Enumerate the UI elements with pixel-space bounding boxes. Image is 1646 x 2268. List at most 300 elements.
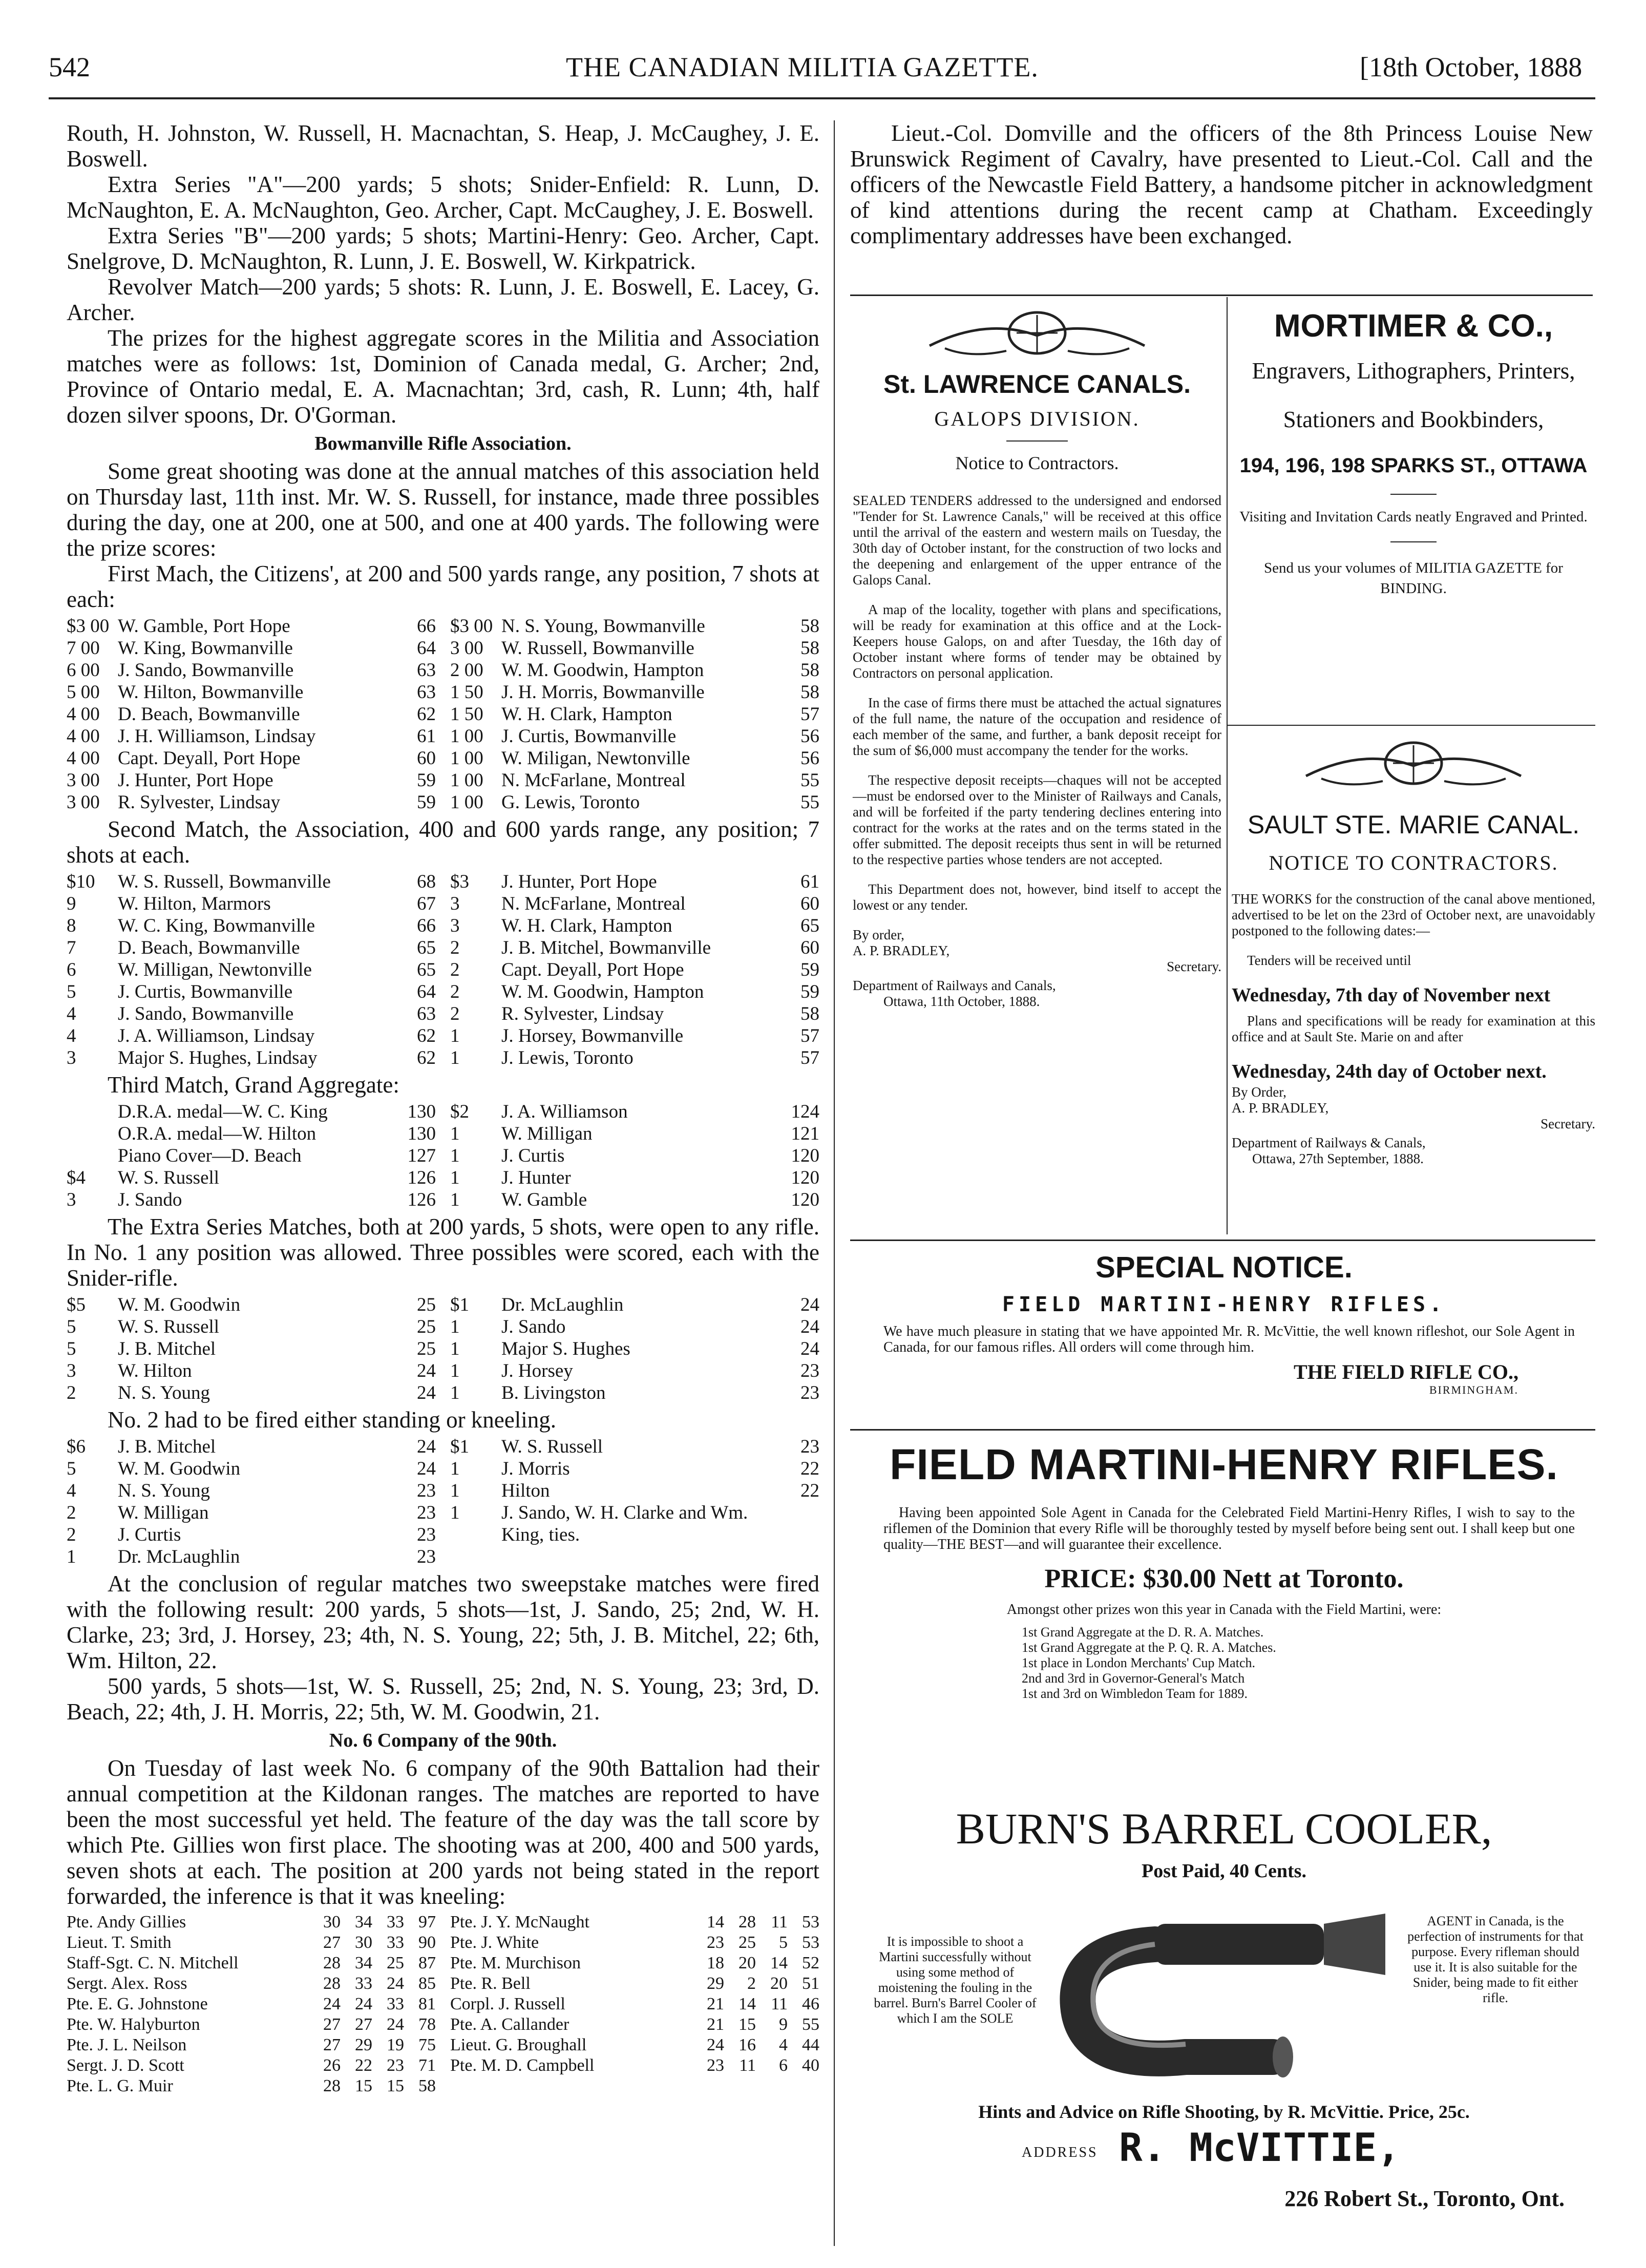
ad-title: BURN'S BARREL COOLER, [956, 1804, 1492, 1853]
table-row [450, 703, 819, 725]
prize-amount: 1 [450, 1047, 460, 1068]
canal-ad-sault [1232, 738, 1595, 1167]
prize-amount: 3 [67, 1360, 76, 1381]
competitor-name: Pte. M. Murchison [450, 1954, 581, 1972]
score: 29 [355, 2035, 372, 2054]
ad-body: AGENT in Canada, is the perfection of instruments for that purpose. Every rifleman should use it. It is also suitable for the Snider, being made to fit either rifle. [1407, 1914, 1584, 2005]
ad-dated: Ottawa, 11th October, 1888. [883, 994, 1040, 1009]
prize-amount: 2 [450, 1003, 460, 1024]
score: 59 [800, 959, 819, 980]
score: 30 [323, 1913, 341, 1931]
score: 63 [417, 682, 436, 703]
score: 61 [417, 726, 436, 747]
table-row [67, 1167, 436, 1189]
table-row [450, 1360, 819, 1382]
table-row [450, 1316, 819, 1338]
score: 90 [418, 1933, 436, 1952]
table-row [67, 1546, 436, 1568]
table-row [67, 2055, 436, 2076]
field-martini-ad [853, 1439, 1595, 1702]
ad-note: Visiting and Invitation Cards neatly Engraved and Printed. [1239, 509, 1588, 525]
table-row [67, 1047, 436, 1069]
score: 24 [800, 1294, 819, 1315]
table-row [67, 1123, 436, 1145]
competitor-name: J. Morris [501, 1458, 570, 1479]
prize-amount: 6 00 [67, 660, 100, 681]
score [783, 1524, 819, 1546]
competitor-name: J. Hunter, Port Hope [501, 871, 657, 892]
score: 130 [407, 1123, 436, 1144]
competitor-name: D.R.A. medal—W. C. King [118, 1101, 328, 1122]
prize-amount: 2 [450, 959, 460, 980]
prize-amount: 4 00 [67, 726, 100, 747]
competitor-name: W. M. Goodwin, Hampton [501, 981, 704, 1002]
competitor-name: Dr. McLaughlin [118, 1546, 240, 1567]
competitor-name: J. Curtis, Bowmanville [118, 981, 293, 1002]
table-row [450, 1502, 819, 1524]
prize-amount: 1 50 [450, 682, 483, 703]
prize-amount: 2 [450, 937, 460, 958]
competitor-name: J. Sando, Bowmanville [118, 1003, 294, 1024]
table-row [67, 1458, 436, 1480]
competitor-name: J. Lewis, Toronto [501, 1047, 634, 1068]
competitor-name: J. Curtis, Bowmanville [501, 726, 677, 747]
prize-item: 1st Grand Aggregate at the D. R. A. Matches. [1022, 1625, 1264, 1640]
prize-amount: 1 [450, 1167, 460, 1188]
competitor-name: Pte. E. G. Johnstone [67, 1994, 208, 2013]
competitor-name: J. Horsey, Bowmanville [501, 1025, 684, 1046]
score: 28 [323, 1974, 341, 1993]
table-row [67, 2035, 436, 2055]
prize-amount: $2 [450, 1101, 469, 1122]
table-row [450, 2055, 819, 2076]
score: 23 [417, 1502, 436, 1523]
competitor-name: Piano Cover—D. Beach [118, 1145, 302, 1166]
table-row [67, 1480, 436, 1502]
score [756, 2076, 788, 2096]
score: 46 [802, 1994, 819, 2013]
competitor-name: J. Sando [501, 1316, 566, 1337]
score: 24 [323, 1994, 341, 2013]
prize-item: 1st place in London Merchants' Cup Match. [1022, 1655, 1255, 1670]
competitor-name: Pte. J. Y. McNaught [450, 1913, 589, 1931]
score: 62 [417, 1025, 436, 1046]
competitor-name: J. A. Williamson, Lindsay [118, 1025, 315, 1046]
competitor-name: W. S. Russell [118, 1167, 220, 1188]
score: 23 [417, 1524, 436, 1545]
score: 61 [800, 871, 819, 892]
prize-amount: 7 [67, 937, 76, 958]
table-row [67, 981, 436, 1003]
table-row [450, 725, 819, 747]
competitor-name: W. Miligan, Newtonville [501, 748, 690, 769]
ad-notice: Notice to Contractors. [955, 453, 1119, 473]
score: 56 [800, 748, 819, 769]
score: 27 [323, 2015, 341, 2034]
score: 23 [417, 1546, 436, 1567]
ad-rule [850, 1240, 1595, 1241]
table-row [450, 1953, 819, 1973]
competitor-name: Capt. Deyall, Port Hope [118, 748, 301, 769]
table-row [67, 1189, 436, 1211]
ad-rule [1227, 725, 1595, 726]
prize-amount: 3 00 [450, 638, 483, 659]
competitor-name: N. McFarlane, Montreal [501, 893, 686, 914]
score: 127 [407, 1145, 436, 1166]
score: 52 [802, 1954, 819, 1972]
score: 23 [417, 1480, 436, 1501]
prize-amount: $1 [450, 1294, 469, 1315]
paragraph: 500 yards, 5 shots—1st, W. S. Russell, 25; 2nd, N. S. Young, 23; 3rd, D. Beach, 22; 4th, J. H. Morris, 22; 5th, W. M. Goodwin, 21. [67, 1673, 819, 1725]
table-row [67, 1502, 436, 1524]
score: 59 [417, 792, 436, 813]
score: 24 [417, 1382, 436, 1403]
ad-title: MORTIMER & CO., [1274, 308, 1553, 344]
paragraph: Some great shooting was done at the annual matches of this association held on Thursday last, 11th inst. Mr. W. S. Russell, for instance, made three possibles during the day, one at 200, one at 500, and one at 400 yards. The following were the prize scores: [67, 458, 819, 561]
paragraph: Revolver Match—200 yards; 5 shots: R. Lunn, J. E. Boswell, E. Lacey, G. Archer. [67, 274, 819, 325]
score: 130 [407, 1101, 436, 1122]
table-row [67, 2076, 436, 2096]
paragraph: At the conclusion of regular matches two sweepstake matches were fired with the following result: 200 yards, 5 shots—1st, J. Sando, 25; 2nd, W. H. Clarke, 23; 3rd, J. Horsey, 23; 4th, N. S. Young, 22; 5th, J. B. Mitchel, 22; 6th, Wm. Hilton, 22. [67, 1571, 819, 1673]
table-row [450, 959, 819, 981]
competitor-name: Pte. L. G. Muir [67, 2076, 173, 2095]
table-row [67, 1101, 436, 1123]
prize-amount: 3 [450, 893, 460, 914]
table-row [450, 1189, 819, 1211]
competitor-name: J. Hunter, Port Hope [118, 770, 273, 791]
table-row [67, 659, 436, 681]
table-row [450, 1994, 819, 2014]
table-row [450, 1145, 819, 1167]
table-row [67, 1524, 436, 1546]
paragraph: Routh, H. Johnston, W. Russell, H. Macnachtan, S. Heap, J. McCaughey, J. E. Boswell. [67, 120, 819, 172]
table-row [450, 1101, 819, 1123]
competitor-name: W. C. King, Bowmanville [118, 915, 315, 936]
prize-amount: $3 [450, 871, 469, 892]
score: 24 [800, 1338, 819, 1359]
prize-table [67, 1436, 819, 1568]
score: 11 [771, 1994, 788, 2013]
score: 65 [417, 937, 436, 958]
competitor-name: N. S. Young, Bowmanville [501, 616, 705, 637]
competitor-name: J. A. Williamson [501, 1101, 628, 1122]
table-row [67, 637, 436, 659]
prize-amount: 1 00 [450, 726, 483, 747]
table-row [67, 1436, 436, 1458]
competitor-name: King, ties. [501, 1524, 580, 1545]
score: 78 [418, 2015, 436, 2034]
score: 25 [417, 1338, 436, 1359]
prize-amount: 4 [67, 1025, 76, 1046]
prize-amount: 4 [67, 1003, 76, 1024]
table-row [67, 1933, 436, 1953]
ad-hints: Hints and Advice on Rifle Shooting, by R. McVittie. Price, 25c. [978, 2102, 1470, 2122]
competitor-name: Sergt. Alex. Ross [67, 1974, 187, 1993]
score: 58 [418, 2076, 436, 2095]
score: 63 [417, 660, 436, 681]
ad-city: BIRMINGHAM. [1429, 1383, 1518, 1396]
left-column [67, 120, 819, 2099]
competitor-name: J. Horsey [501, 1360, 573, 1381]
prize-amount: $6 [67, 1436, 86, 1457]
score: 24 [387, 2015, 404, 2034]
prize-amount: 1 [450, 1338, 460, 1359]
competitor-name: W. H. Clark, Hampton [501, 704, 672, 725]
ad-date: Wednesday, 24th day of October next. [1232, 1061, 1547, 1082]
table-row [67, 871, 436, 893]
competitor-name: Pte. A. Callander [450, 2015, 569, 2034]
ad-by-order: By order, [853, 927, 904, 942]
score: 23 [800, 1436, 819, 1457]
address-label: ADDRESS [1022, 2145, 1098, 2160]
ad-role: Secretary. [1541, 1116, 1595, 1131]
competitor-name: J. Hunter [501, 1167, 571, 1188]
score: 27 [323, 2035, 341, 2054]
score: 59 [800, 981, 819, 1002]
score [788, 2076, 819, 2096]
prize-item: 1st Grand Aggregate at the P. Q. R. A. Matches. [1022, 1640, 1276, 1655]
competitor-name: D. Beach, Bowmanville [118, 704, 300, 725]
prize-amount: 3 00 [67, 770, 100, 791]
score: 33 [387, 1913, 404, 1931]
score: 25 [417, 1316, 436, 1337]
ad-body: The respective deposit receipts—chaques will not be accepted—must be endorsed over to the Minister of Railways and Canals, and will be forfeited if the party tendering declines entering into contract for the works at the rates and on the terms stated in the offer submitted. The deposit receipts thus sent in will be returned to the respective parties whose tenders are not accepted. [853, 772, 1221, 867]
competitor-name: J. B. Mitchel, Bowmanville [501, 937, 711, 958]
table-row [67, 747, 436, 769]
competitor-name: W. King, Bowmanville [118, 638, 293, 659]
divider [1390, 541, 1437, 542]
competitor-name: R. Sylvester, Lindsay [501, 1003, 664, 1024]
score: 58 [800, 682, 819, 703]
competitor-name: W. H. Clark, Hampton [501, 915, 672, 936]
competitor-name: O.R.A. medal—W. Hilton [118, 1123, 316, 1144]
ad-body: Plans and specifications will be ready for examination at this office and at Sault Ste. Marie on and after [1232, 1013, 1595, 1044]
prize-amount: 1 [450, 1316, 460, 1337]
competitor-name: W. M. Goodwin [118, 1294, 241, 1315]
competitor-name: W. S. Russell [501, 1436, 603, 1457]
prize-table [67, 1101, 819, 1211]
table-row [450, 981, 819, 1003]
ad-title: FIELD MARTINI-HENRY RIFLES. [890, 1440, 1558, 1488]
score: 81 [418, 1994, 436, 2013]
table-row [67, 1294, 436, 1316]
score: 63 [417, 1003, 436, 1024]
table-row [450, 1338, 819, 1360]
ad-body: We have much pleasure in stating that we have appointed Mr. R. McVittie, the well known rifleshot, our Sole Agent in Canada, for our famous rifles. All orders will come through him. [883, 1324, 1575, 1355]
score: 11 [739, 2056, 756, 2075]
ad-dated: Ottawa, 27th September, 1888. [1252, 1151, 1424, 1166]
score: 28 [323, 2076, 341, 2095]
ad-name: R. McVITTIE, [1119, 2125, 1401, 2170]
score: 57 [800, 1025, 819, 1046]
competitor-name: W. Gamble, Port Hope [118, 616, 290, 637]
table-row [67, 769, 436, 791]
prize-amount: 1 00 [450, 770, 483, 791]
competitor-name: Corpl. J. Russell [450, 1994, 565, 2013]
competitor-name: W. Milligan [501, 1123, 593, 1144]
ad-body: Tenders will be received until [1247, 953, 1411, 968]
prize-table [67, 1294, 819, 1404]
paragraph: The Extra Series Matches, both at 200 yards, 5 shots, were open to any rifle. In No. 1 any position was allowed. Three possibles were scored, each with the Snider-rifle. [67, 1214, 819, 1291]
competitor-name: Major S. Hughes, Lindsay [118, 1047, 318, 1068]
ad-firm: THE FIELD RIFLE CO., [1294, 1360, 1518, 1383]
competitor-name: Pte. Andy Gillies [67, 1913, 186, 1931]
prize-amount [450, 1546, 501, 1568]
score: 22 [800, 1458, 819, 1479]
prize-amount [67, 1123, 118, 1145]
competitor-name: W. M. Goodwin [118, 1458, 241, 1479]
page-title: THE CANADIAN MILITIA GAZETTE. [566, 52, 1039, 82]
table-row [450, 659, 819, 681]
competitor-name: J. H. Morris, Bowmanville [501, 682, 705, 703]
coat-of-arms-icon [1301, 738, 1526, 794]
competitor-name [450, 2076, 692, 2096]
score: 55 [800, 792, 819, 813]
table-row [450, 2014, 819, 2035]
score: 44 [802, 2035, 819, 2054]
score: 65 [800, 915, 819, 936]
score: 14 [770, 1954, 788, 1972]
score: 53 [802, 1933, 819, 1952]
prize-amount: 1 [450, 1458, 460, 1479]
score: 64 [417, 638, 436, 659]
barrel-cooler-icon [1052, 1903, 1401, 2088]
competitor-name: J. Curtis [501, 1145, 565, 1166]
competitor-name: Lieut. G. Broughall [450, 2035, 587, 2054]
table-row [450, 1025, 819, 1047]
table-row [67, 1973, 436, 1994]
competitor-name: Pte. W. Halyburton [67, 2015, 200, 2034]
table-row [450, 2076, 819, 2096]
score: 40 [802, 2056, 819, 2075]
score: 75 [418, 2035, 436, 2054]
table-row [67, 1025, 436, 1047]
ad-body: This Department does not, however, bind itself to accept the lowest or any tender. [853, 881, 1221, 913]
score: 24 [417, 1436, 436, 1457]
table-row [450, 1524, 819, 1546]
prize-amount: 1 [450, 1360, 460, 1381]
score: 34 [355, 1913, 372, 1931]
prize-amount: 1 00 [450, 748, 483, 769]
mortimer-ad [1232, 307, 1595, 599]
competitor-name: Capt. Deyall, Port Hope [501, 959, 684, 980]
ad-address: 194, 196, 198 SPARKS ST., OTTAWA [1239, 454, 1588, 477]
score: 30 [355, 1933, 372, 1952]
prize-amount: 1 [450, 1480, 460, 1501]
prize-amount: 1 50 [450, 704, 483, 725]
prize-amount: 1 [450, 1502, 460, 1523]
competitor-name: Pte. J. L. Neilson [67, 2035, 187, 2054]
prize-amount: 3 [450, 915, 460, 936]
prize-amount: 3 00 [67, 792, 100, 813]
table-row [450, 1436, 819, 1458]
score: 22 [355, 2056, 372, 2075]
prize-amount: 4 [67, 1480, 76, 1501]
prize-amount: 1 [450, 1025, 460, 1046]
table-row [67, 1145, 436, 1167]
competitor-name: Lieut. T. Smith [67, 1933, 172, 1952]
score: 57 [800, 704, 819, 725]
prize-amount: 8 [67, 915, 76, 936]
paragraph: Extra Series "B"—200 yards; 5 shots; Martini-Henry: Geo. Archer, Capt. Snelgrove, D. McNaughton, R. Lunn, J. E. Boswell, W. Kirkpatrick. [67, 223, 819, 274]
table-row [67, 681, 436, 703]
ad-title: SPECIAL NOTICE. [1095, 1251, 1353, 1284]
competitor-name: Staff-Sgt. C. N. Mitchell [67, 1954, 239, 1972]
score: 23 [707, 1933, 724, 1952]
table-row [450, 1912, 819, 1933]
page-header [49, 51, 1585, 92]
score: 55 [802, 2015, 819, 2034]
score: 59 [417, 770, 436, 791]
score: 22 [800, 1480, 819, 1501]
table-row [450, 1047, 819, 1069]
score: 24 [355, 1994, 372, 2013]
score: 16 [738, 2035, 756, 2054]
prize-amount: 2 [67, 1502, 76, 1523]
score: 23 [707, 2056, 724, 2075]
address-block [853, 2125, 1595, 2190]
ad-line: Engravers, Lithographers, Printers, [1252, 358, 1575, 384]
prize-amount: 6 [67, 959, 76, 980]
divider [1006, 440, 1068, 442]
paragraph: On Tuesday of last week No. 6 company of the 90th Battalion had their annual competition at the Kildonan ranges. The matches are reported to have been the most successful yet held. The feature of the day was the tall score by which Pte. Gillies won first place. The shooting was at 200, 400 and 500 yards, seven shots at each. The position at 200 yards not being stated in the report forwarded, the inference is that it was kneeling: [67, 1755, 819, 1909]
competitor-name: J. H. Williamson, Lindsay [118, 726, 316, 747]
barrel-cooler-ad [853, 1803, 1595, 2211]
score: 58 [800, 638, 819, 659]
score [692, 2076, 724, 2096]
prize-amount: 3 [67, 1047, 76, 1068]
table-row [67, 915, 436, 937]
prize-amount: 9 [67, 893, 76, 914]
score: 64 [417, 981, 436, 1002]
table-row [67, 959, 436, 981]
ad-signer: A. P. BRADLEY, [853, 943, 950, 958]
score: 19 [387, 2035, 404, 2054]
prize-amount: 5 [67, 1316, 76, 1337]
score: 11 [771, 1913, 788, 1931]
competitor-name: W. S. Russell, Bowmanville [118, 871, 331, 892]
prize-amount: 2 [450, 981, 460, 1002]
prize-amount: $5 [67, 1294, 86, 1315]
prize-amount: 2 00 [450, 660, 483, 681]
table-row [450, 1003, 819, 1025]
ad-notice: NOTICE TO CONTRACTORS. [1269, 851, 1558, 874]
competitor-name: G. Lewis, Toronto [501, 792, 640, 813]
ad-line: Stationers and Bookbinders, [1283, 407, 1544, 432]
competitor-name: J. Sando, Bowmanville [118, 660, 294, 681]
table-row [67, 1003, 436, 1025]
prize-amount: $10 [67, 871, 95, 892]
score: 85 [418, 1974, 436, 1993]
score: 71 [418, 2056, 436, 2075]
score: 23 [387, 2056, 404, 2075]
table-row [67, 1994, 436, 2014]
ad-rule [850, 295, 1593, 296]
ad-dept: Department of Railways & Canals, [1232, 1135, 1426, 1150]
section-heading: No. 6 Company of the 90th. [329, 1730, 557, 1751]
competitor-name: Hilton [501, 1480, 550, 1501]
score [783, 1546, 819, 1568]
prize-amount: $4 [67, 1167, 86, 1188]
prize-amount: $3 00 [450, 616, 493, 637]
score: 121 [791, 1123, 819, 1144]
competitor-name: W. S. Russell [118, 1316, 220, 1337]
score: 120 [791, 1167, 819, 1188]
table-row [450, 871, 819, 893]
competitor-name: Pte. M. D. Campbell [450, 2056, 595, 2075]
prize-amount: 1 [450, 1123, 460, 1144]
prize-amount: 4 00 [67, 704, 100, 725]
